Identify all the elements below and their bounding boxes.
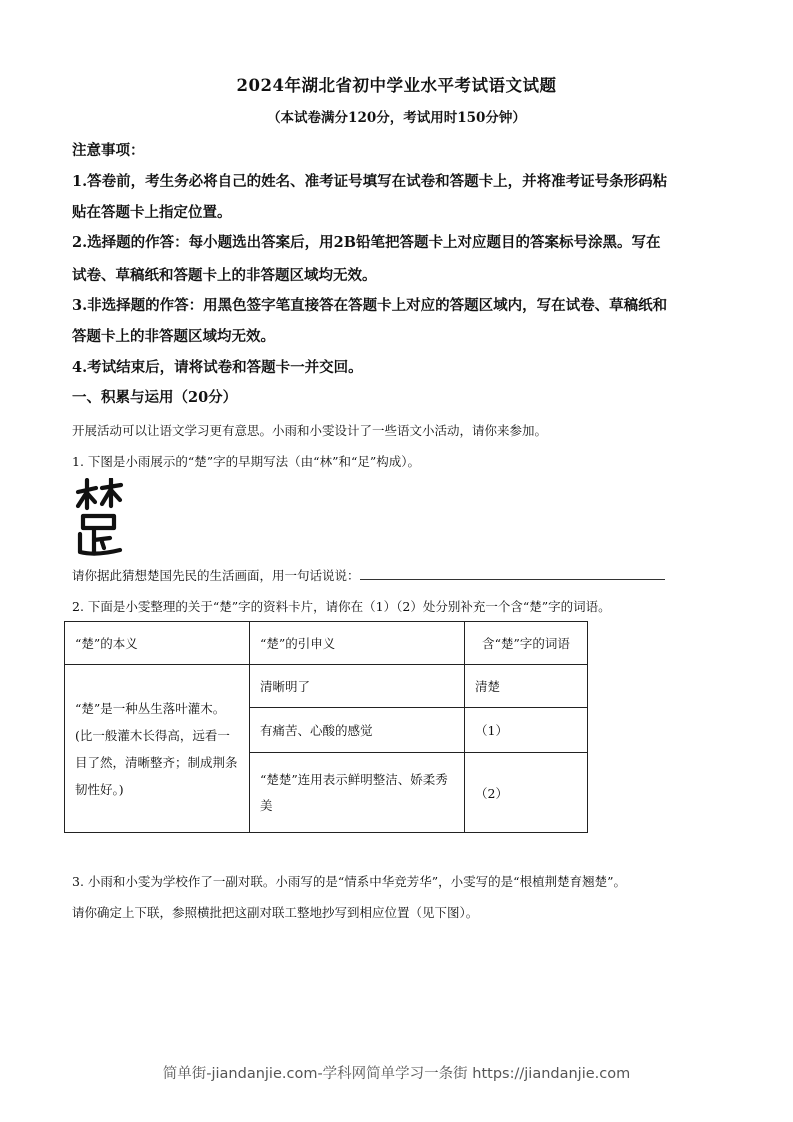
question-1-prompt — [72, 566, 732, 586]
section-heading: 一、积累与运用（20分） — [72, 389, 238, 406]
notice-heading: 注意事项： — [72, 142, 145, 159]
question-3-text: 请你确定上下联，参照横批把这副对联工整地抄写到相应位置（见下图）。 — [72, 905, 479, 920]
question-2-text: 2. 下面是小雯整理的关于“楚”字的资料卡片，请你在（1）（2）处分别补充一个含“楚”字的词语。 — [72, 599, 611, 614]
question-1-text: 1. 下图是小雨展示的“楚”字的早期写法（由“林”和“足”构成）。 — [72, 454, 420, 469]
notice-line: 答题卡上的非答题区域均无效。 — [72, 328, 275, 345]
notice-line: 2.选择题的作答：每小题选出答案后，用2B铅笔把答题卡上对应题目的答案标号涂黑。写在 — [72, 234, 661, 251]
notice-line: 试卷、草稿纸和答题卡上的非答题区域均无效。 — [72, 267, 377, 284]
original-meaning-cell: “楚”是一种丛生落叶灌木。(比一般灌木长得高，远看一目了然，清晰整齐；制成荆条韧性好。) — [65, 665, 250, 833]
extended-meaning-cell: 有痛苦、心酸的感觉 — [250, 708, 465, 753]
word-cell: 清楚 — [465, 665, 588, 708]
exam-subtitle: （本试卷满分120分，考试用时150分钟） — [267, 110, 526, 126]
notice-line: 3.非选择题的作答：用黑色签字笔直接答在答题卡上对应的答题区域内，写在试卷、草稿纸和 — [72, 297, 668, 314]
word-blank-cell[interactable]: （1） — [465, 708, 588, 753]
question-1-prompt-text: 请你据此猜想楚国先民的生活画面，用一句话说说： — [72, 568, 360, 583]
word-blank-cell[interactable]: （2） — [465, 753, 588, 833]
notice-line: 1.答卷前，考生务必将自己的姓名、准考证号填写在试卷和答题卡上，并将准考证号条形码粘 — [72, 173, 668, 190]
notice-line: 4.考试结束后，请将试卷和答题卡一并交回。 — [72, 359, 363, 376]
table-header: 含“楚”字的词语 — [465, 622, 588, 665]
data-card-table — [64, 621, 588, 833]
question-3-text: 3. 小雨和小雯为学校作了一副对联。小雨写的是“情系中华竞芳华”，小雯写的是“根植荆楚育翘楚”。 — [72, 874, 626, 889]
seal-character-image — [74, 478, 126, 558]
notice-line: 贴在答题卡上指定位置。 — [72, 204, 232, 221]
table-header: “楚”的本义 — [65, 622, 250, 665]
table-header: “楚”的引申义 — [250, 622, 465, 665]
extended-meaning-cell: 清晰明了 — [250, 665, 465, 708]
exam-title: 2024年湖北省初中学业水平考试语文试题 — [236, 76, 557, 95]
answer-blank[interactable] — [360, 567, 665, 580]
extended-meaning-cell: “楚楚”连用表示鲜明整洁、娇柔秀美 — [250, 753, 465, 833]
section-intro: 开展活动可以让语文学习更有意思。小雨和小雯设计了一些语文小活动，请你来参加。 — [72, 423, 548, 438]
watermark-footer: 简单街-jiandanjie.com-学科网简单学习一条街 https://jiandanjie.com — [162, 1066, 631, 1082]
